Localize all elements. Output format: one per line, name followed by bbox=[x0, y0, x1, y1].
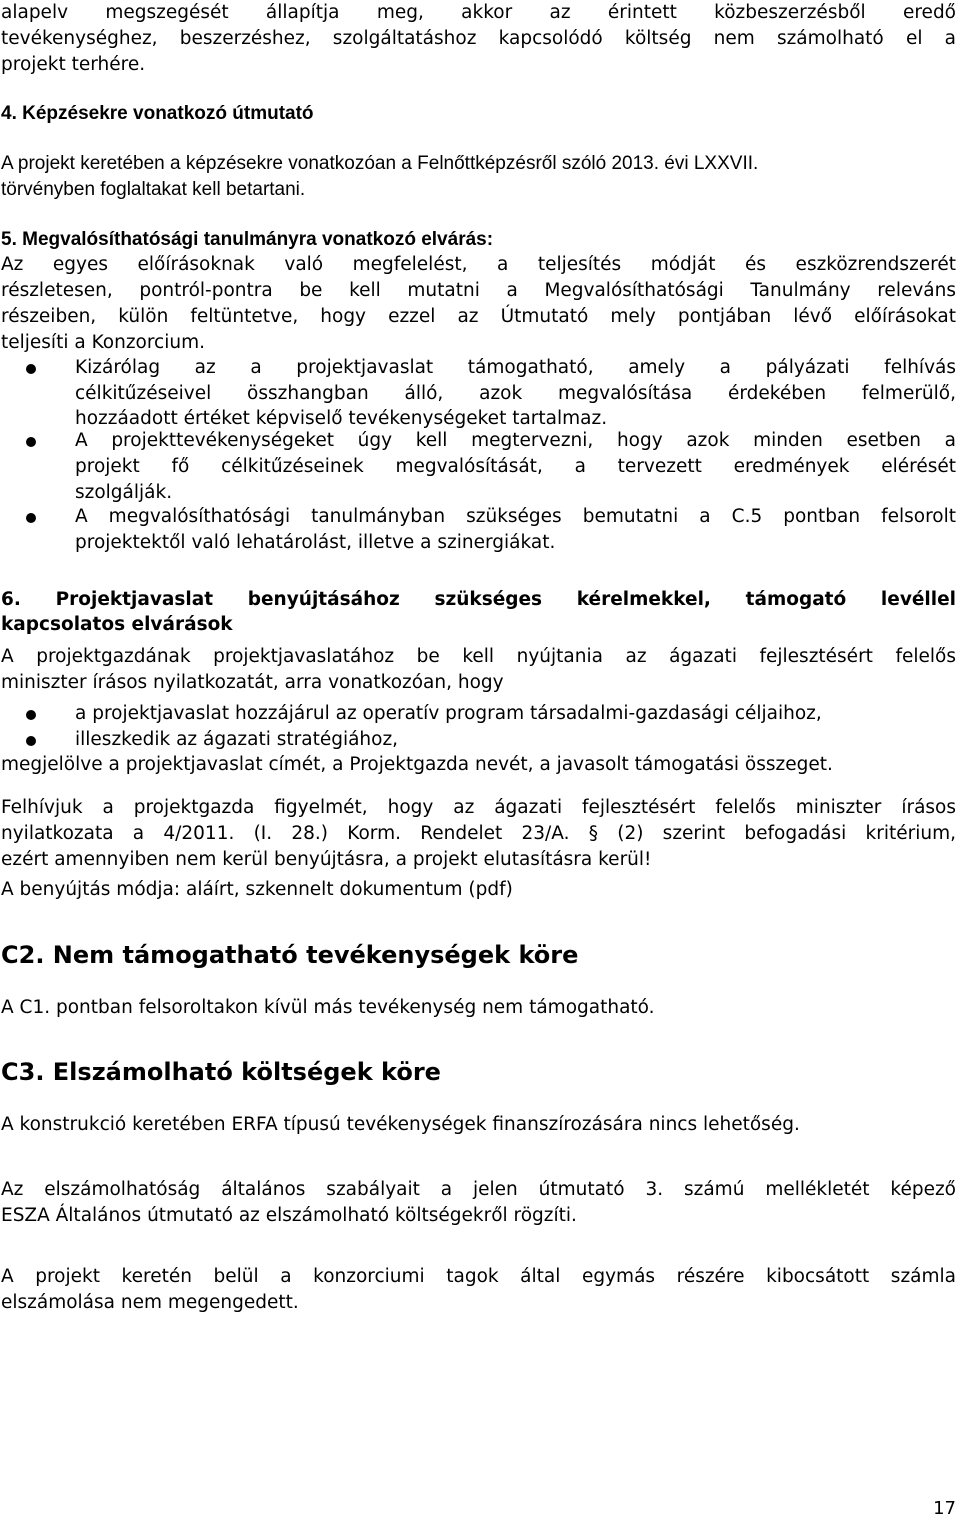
section-5-line-3: részeiben, külön feltüntetve, hogy ezzel az Útmutató mely pontjában lévő előírásokat bbox=[1, 306, 956, 327]
s5-bullet-2-line-1: A projekttevékenységeket úgy kell megtervezni, hogy azok minden esetben a bbox=[75, 430, 956, 451]
intro-line-1: alapelv megszegését állapítja meg, akkor az érintett közbeszerzésből eredő bbox=[1, 2, 956, 23]
submission-method: A benyújtás módja: aláírt, szkennelt dokumentum (pdf) bbox=[1, 879, 513, 900]
warning-line-3: ezért amennyiben nem kerül benyújtásra, a projekt elutasításra kerül! bbox=[1, 849, 652, 870]
section-6-heading-line-1: 6. Projektjavaslat benyújtásához szükséges kérelmekkel, támogató levéllel bbox=[1, 589, 956, 610]
section-5-heading: 5. Megvalósíthatósági tanulmányra vonatkozó elvárás: bbox=[1, 229, 494, 250]
intro-line-3: projekt terhére. bbox=[1, 54, 146, 75]
section-6-heading-line-2: kapcsolatos elvárások bbox=[1, 614, 233, 635]
s5-bullet-1-line-2: célkitűzéseivel összhangban álló, azok megvalósítása érdekében felmerülő, bbox=[75, 383, 956, 404]
warning-line-1: Felhívjuk a projektgazda figyelmét, hogy az ágazati fejlesztésért felelős miniszter írásos bbox=[1, 797, 956, 818]
bullet-dot-icon bbox=[26, 364, 36, 374]
c3-paragraph-2-line-2: ESZA Általános útmutató az elszámolható költségekről rögzíti. bbox=[1, 1205, 577, 1226]
c3-paragraph-3-line-1: A projekt keretén belül a konzorciumi tagok által egymás részére kibocsátott számla bbox=[1, 1266, 956, 1287]
s5-bullet-2-line-3: szolgálják. bbox=[75, 482, 173, 503]
section-6-after-bullets: megjelölve a projektjavaslat címét, a Projektgazda nevét, a javasolt támogatási összeget. bbox=[1, 754, 833, 775]
c3-paragraph-2-line-1: Az elszámolhatóság általános szabályait a jelen útmutató 3. számú mellékletét képező bbox=[1, 1179, 956, 1200]
c2-heading: C2. Nem támogatható tevékenységek köre bbox=[1, 941, 579, 969]
section-5-line-1: Az egyes előírásoknak való megfelelést, a teljesítés módját és eszközrendszerét bbox=[1, 254, 956, 275]
c3-paragraph-3-line-2: elszámolása nem megengedett. bbox=[1, 1292, 299, 1313]
section-4-line-2: törvényben foglaltakat kell betartani. bbox=[1, 179, 306, 200]
section-6-line-1: A projektgazdának projektjavaslatához be kell nyújtania az ágazati fejlesztésért felelős bbox=[1, 646, 956, 667]
c2-text: A C1. pontban felsoroltakon kívül más tevékenység nem támogatható. bbox=[1, 997, 655, 1018]
bullet-dot-icon bbox=[26, 513, 36, 523]
c3-heading: C3. Elszámolható költségek köre bbox=[1, 1058, 441, 1086]
s5-bullet-3-line-2: projektektől való lehatárolást, illetve a szinergiákat. bbox=[75, 532, 556, 553]
section-4-heading: 4. Képzésekre vonatkozó útmutató bbox=[1, 103, 314, 124]
section-5-line-4: teljesíti a Konzorcium. bbox=[1, 332, 205, 353]
section-4-line-1: A projekt keretében a képzésekre vonatkozóan a Felnőttképzésről szóló 2013. évi LXXVII. bbox=[1, 153, 759, 174]
bullet-dot-icon bbox=[26, 710, 36, 720]
s5-bullet-1-line-3: hozzáadott értéket képviselő tevékenységeket tartalmaz. bbox=[75, 408, 608, 429]
s6-bullet-2: illeszkedik az ágazati stratégiához, bbox=[75, 729, 399, 750]
s5-bullet-2-line-2: projekt fő célkitűzéseinek megvalósítását, a tervezett eredmények elérését bbox=[75, 456, 956, 477]
bullet-dot-icon bbox=[26, 736, 36, 746]
c3-paragraph-1: A konstrukció keretében ERFA típusú tevékenységek finanszírozására nincs lehetőség. bbox=[1, 1114, 800, 1135]
bullet-dot-icon bbox=[26, 437, 36, 447]
warning-line-2: nyilatkozata a 4/2011. (I. 28.) Korm. Rendelet 23/A. § (2) szerint befogadási kritérium, bbox=[1, 823, 956, 844]
s5-bullet-3-line-1: A megvalósíthatósági tanulmányban szükséges bemutatni a C.5 pontban felsorolt bbox=[75, 506, 956, 527]
s5-bullet-1-line-1: Kizárólag az a projektjavaslat támogatható, amely a pályázati felhívás bbox=[75, 357, 956, 378]
section-6-line-2: miniszter írásos nyilatkozatát, arra vonatkozóan, hogy bbox=[1, 672, 504, 693]
section-5-line-2: részletesen, pontról-pontra be kell mutatni a Megvalósíthatósági Tanulmány releváns bbox=[1, 280, 956, 301]
s6-bullet-1: a projektjavaslat hozzájárul az operatív program társadalmi-gazdasági céljaihoz, bbox=[75, 703, 822, 724]
page-number: 17 bbox=[933, 1498, 956, 1519]
intro-line-2: tevékenységhez, beszerzéshez, szolgáltatáshoz kapcsolódó költség nem számolható el a bbox=[1, 28, 956, 49]
